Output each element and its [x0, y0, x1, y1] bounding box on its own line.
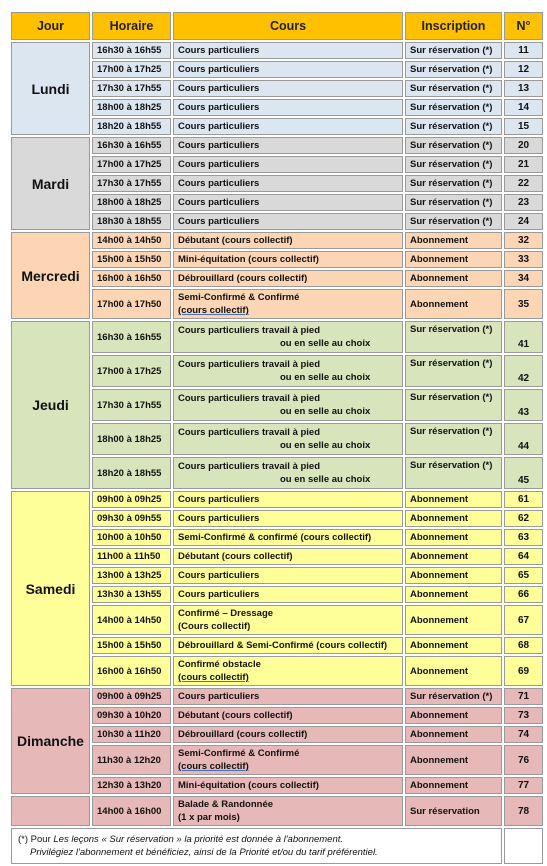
cours-label: Débrouillard (cours collectif)	[178, 273, 308, 284]
numero-cell: 78	[504, 796, 543, 826]
footnote-marker: (*)	[18, 834, 29, 845]
day-label: Dimanche	[11, 688, 90, 794]
horaire-cell: 09h30 à 09h55	[92, 510, 171, 527]
schedule-row	[11, 137, 543, 154]
numero-cell: 65	[504, 567, 543, 584]
numero-cell: 35	[504, 289, 543, 319]
numero-cell: 64	[504, 548, 543, 565]
cours-label: Cours particuliers travail à pied	[178, 325, 321, 336]
horaire-cell: 14h00 à 16h00	[92, 796, 171, 826]
schedule-row	[11, 548, 543, 565]
schedule-row	[11, 99, 543, 116]
schedule-row	[11, 61, 543, 78]
day-label: Mercredi	[11, 232, 90, 319]
schedule-row	[11, 232, 543, 249]
numero-cell: 14	[504, 99, 543, 116]
horaire-cell: 16h30 à 16h55	[92, 42, 171, 59]
horaire-cell: 15h00 à 15h50	[92, 251, 171, 268]
inscription-cell: Sur réservation (*)	[405, 355, 502, 387]
cours-label: Cours particuliers	[178, 159, 260, 170]
inscription-cell: Abonnement	[405, 707, 502, 724]
schedule-row	[11, 175, 543, 192]
schedule-row	[11, 389, 543, 421]
horaire-cell: 11h30 à 12h20	[92, 745, 171, 775]
inscription-cell: Sur réservation (*)	[405, 457, 502, 489]
day-label	[11, 796, 90, 826]
numero-cell: 45	[504, 457, 543, 489]
schedule-row	[11, 510, 543, 527]
cours-label: Cours particuliers	[178, 197, 260, 208]
cours-cell	[173, 423, 403, 455]
cours-cell	[173, 270, 403, 287]
inscription-cell: Abonnement	[405, 548, 502, 565]
schedule-row	[11, 423, 543, 455]
cours-cell	[173, 156, 403, 173]
footnote-line1: Les leçons « Sur réservation » la priorité est donnée à l'abonnement.	[53, 834, 344, 845]
horaire-cell: 18h30 à 18h55	[92, 213, 171, 230]
inscription-cell: Sur réservation (*)	[405, 61, 502, 78]
cours-cell	[173, 289, 403, 319]
cours-label: Cours particuliers	[178, 102, 260, 113]
numero-cell: 15	[504, 118, 543, 135]
cours-cell	[173, 529, 403, 546]
day-label: Jeudi	[11, 321, 90, 489]
schedule-row	[11, 156, 543, 173]
inscription-cell: Abonnement	[405, 289, 502, 319]
inscription-cell: Sur réservation (*)	[405, 99, 502, 116]
inscription-cell: Abonnement	[405, 745, 502, 775]
cours-label: Cours particuliers travail à pied	[178, 427, 321, 438]
day-label: Mardi	[11, 137, 90, 230]
inscription-cell: Sur réservation	[405, 796, 502, 826]
inscription-cell: Sur réservation (*)	[405, 42, 502, 59]
cours-cell	[173, 321, 403, 353]
inscription-cell: Sur réservation (*)	[405, 118, 502, 135]
cours-cell	[173, 213, 403, 230]
horaire-cell: 13h00 à 13h25	[92, 567, 171, 584]
schedule-row	[11, 567, 543, 584]
inscription-cell: Sur réservation (*)	[405, 688, 502, 705]
inscription-cell: Sur réservation (*)	[405, 156, 502, 173]
schedule-row	[11, 491, 543, 508]
schedule-row	[11, 118, 543, 135]
inscription-cell: Abonnement	[405, 529, 502, 546]
cours-cell	[173, 688, 403, 705]
numero-cell: 13	[504, 80, 543, 97]
cours-label: Cours particuliers	[178, 178, 260, 189]
header-numero: N°	[504, 12, 543, 40]
schedule-row	[11, 355, 543, 387]
cours-cell	[173, 232, 403, 249]
cours-cell	[173, 99, 403, 116]
horaire-cell: 18h20 à 18h55	[92, 457, 171, 489]
cours-cell	[173, 137, 403, 154]
schedule-row	[11, 42, 543, 59]
cours-label: Cours particuliers	[178, 216, 260, 227]
schedule-row	[11, 777, 543, 794]
inscription-cell: Sur réservation (*)	[405, 423, 502, 455]
horaire-cell: 10h00 à 10h50	[92, 529, 171, 546]
horaire-cell: 17h30 à 17h55	[92, 80, 171, 97]
inscription-cell: Abonnement	[405, 567, 502, 584]
cours-label: Confirmé – Dressage	[178, 608, 274, 619]
cours-label: Balade & Randonnée	[178, 799, 274, 810]
horaire-cell: 18h00 à 18h25	[92, 423, 171, 455]
footnote-line2: Privilégiez l'abonnement et bénéficiez, ainsi de la Priorité et/ou du tarif préférentiel.	[30, 847, 378, 858]
cours-cell	[173, 491, 403, 508]
schedule-row	[11, 321, 543, 353]
numero-cell: 77	[504, 777, 543, 794]
schedule-row	[11, 251, 543, 268]
cours-cell	[173, 567, 403, 584]
numero-cell: 74	[504, 726, 543, 743]
cours-cell	[173, 726, 403, 743]
cours-label: Cours particuliers	[178, 121, 260, 132]
inscription-cell: Sur réservation (*)	[405, 321, 502, 353]
cours-cell	[173, 175, 403, 192]
inscription-cell: Abonnement	[405, 726, 502, 743]
numero-cell: 63	[504, 529, 543, 546]
inscription-cell: Sur réservation (*)	[405, 80, 502, 97]
inscription-cell: Abonnement	[405, 251, 502, 268]
schedule-row	[11, 796, 543, 826]
day-label: Samedi	[11, 491, 90, 686]
numero-cell: 11	[504, 42, 543, 59]
schedule-row	[11, 270, 543, 287]
inscription-cell: Abonnement	[405, 777, 502, 794]
numero-cell: 42	[504, 355, 543, 387]
cours-label: Débrouillard & Semi-Confirmé (cours collectif)	[178, 640, 388, 651]
footnote-row	[11, 828, 543, 864]
cours-label: Semi-Confirmé & Confirmé	[178, 748, 300, 759]
cours-sublabel: ou en selle au choix	[280, 372, 371, 383]
horaire-cell: 09h30 à 10h20	[92, 707, 171, 724]
schedule-table	[9, 10, 545, 866]
cours-sublabel: ou en selle au choix	[280, 440, 371, 451]
day-label: Lundi	[11, 42, 90, 135]
cours-cell	[173, 656, 403, 686]
cours-label: Cours particuliers travail à pied	[178, 359, 321, 370]
numero-cell: 32	[504, 232, 543, 249]
schedule-body	[11, 42, 543, 826]
horaire-cell: 17h00 à 17h25	[92, 355, 171, 387]
cours-label: Cours particuliers	[178, 83, 260, 94]
numero-cell: 67	[504, 605, 543, 635]
schedule-row	[11, 194, 543, 211]
cours-sublabel: (cours collectif)	[178, 305, 249, 316]
schedule-row	[11, 457, 543, 489]
horaire-cell: 13h30 à 13h55	[92, 586, 171, 603]
cours-cell	[173, 605, 403, 635]
cours-label: Semi-Confirmé & Confirmé	[178, 292, 300, 303]
header-cours: Cours	[173, 12, 403, 40]
header-jour: Jour	[11, 12, 90, 40]
header-inscription: Inscription	[405, 12, 502, 40]
inscription-cell: Abonnement	[405, 491, 502, 508]
cours-label: Cours particuliers	[178, 140, 260, 151]
inscription-cell: Abonnement	[405, 270, 502, 287]
cours-cell	[173, 796, 403, 826]
numero-cell: 61	[504, 491, 543, 508]
schedule-row	[11, 745, 543, 775]
cours-cell	[173, 777, 403, 794]
cours-label: Cours particuliers	[178, 494, 260, 505]
footnote	[11, 828, 502, 864]
inscription-cell: Sur réservation (*)	[405, 137, 502, 154]
cours-label: Semi-Confirmé & confirmé (cours collectif)	[178, 532, 372, 543]
numero-cell: 69	[504, 656, 543, 686]
schedule-row	[11, 707, 543, 724]
horaire-cell: 09h00 à 09h25	[92, 491, 171, 508]
cours-label: Cours particuliers	[178, 513, 260, 524]
numero-cell: 23	[504, 194, 543, 211]
cours-cell	[173, 42, 403, 59]
header-horaire: Horaire	[92, 12, 171, 40]
footnote-line1-plain: Pour	[28, 834, 54, 845]
horaire-cell: 12h30 à 13h20	[92, 777, 171, 794]
numero-cell: 66	[504, 586, 543, 603]
inscription-cell: Abonnement	[405, 637, 502, 654]
numero-cell: 24	[504, 213, 543, 230]
footnote-empty-cell	[504, 828, 543, 864]
numero-cell: 22	[504, 175, 543, 192]
horaire-cell: 09h00 à 09h25	[92, 688, 171, 705]
cours-cell	[173, 61, 403, 78]
inscription-cell: Abonnement	[405, 232, 502, 249]
numero-cell: 68	[504, 637, 543, 654]
horaire-cell: 16h00 à 16h50	[92, 270, 171, 287]
inscription-cell: Abonnement	[405, 656, 502, 686]
horaire-cell: 17h00 à 17h50	[92, 289, 171, 319]
numero-cell: 71	[504, 688, 543, 705]
horaire-cell: 18h00 à 18h25	[92, 99, 171, 116]
numero-cell: 44	[504, 423, 543, 455]
horaire-cell: 17h00 à 17h25	[92, 156, 171, 173]
cours-label: Cours particuliers	[178, 570, 260, 581]
cours-sublabel: (1 x par mois)	[178, 812, 240, 823]
cours-cell	[173, 194, 403, 211]
cours-cell	[173, 118, 403, 135]
horaire-cell: 14h00 à 14h50	[92, 232, 171, 249]
cours-label: Débrouillard (cours collectif)	[178, 729, 308, 740]
inscription-cell: Abonnement	[405, 510, 502, 527]
cours-label: Mini-équitation (cours collectif)	[178, 780, 319, 791]
inscription-cell: Sur réservation (*)	[405, 213, 502, 230]
cours-cell	[173, 510, 403, 527]
numero-cell: 12	[504, 61, 543, 78]
numero-cell: 76	[504, 745, 543, 775]
horaire-cell: 11h00 à 11h50	[92, 548, 171, 565]
horaire-cell: 17h30 à 17h55	[92, 175, 171, 192]
horaire-cell: 15h00 à 15h50	[92, 637, 171, 654]
cours-cell	[173, 80, 403, 97]
numero-cell: 62	[504, 510, 543, 527]
horaire-cell: 10h30 à 11h20	[92, 726, 171, 743]
cours-sublabel: ou en selle au choix	[280, 474, 371, 485]
cours-sublabel: ou en selle au choix	[280, 406, 371, 417]
cours-label: Cours particuliers travail à pied	[178, 461, 321, 472]
horaire-cell: 16h00 à 16h50	[92, 656, 171, 686]
cours-sublabel: ou en selle au choix	[280, 338, 371, 349]
horaire-cell: 14h00 à 14h50	[92, 605, 171, 635]
schedule-row	[11, 289, 543, 319]
schedule-row	[11, 80, 543, 97]
cours-cell	[173, 586, 403, 603]
numero-cell: 43	[504, 389, 543, 421]
cours-sublabel: (cours collectif)	[178, 672, 249, 683]
inscription-cell: Sur réservation (*)	[405, 389, 502, 421]
schedule-row	[11, 605, 543, 635]
horaire-cell: 17h30 à 17h55	[92, 389, 171, 421]
cours-cell	[173, 355, 403, 387]
cours-label: Débutant (cours collectif)	[178, 710, 293, 721]
numero-cell: 73	[504, 707, 543, 724]
inscription-cell: Sur réservation (*)	[405, 175, 502, 192]
numero-cell: 21	[504, 156, 543, 173]
numero-cell: 20	[504, 137, 543, 154]
numero-cell: 33	[504, 251, 543, 268]
horaire-cell: 17h00 à 17h25	[92, 61, 171, 78]
cours-label: Cours particuliers travail à pied	[178, 393, 321, 404]
inscription-cell: Abonnement	[405, 605, 502, 635]
numero-cell: 41	[504, 321, 543, 353]
cours-cell	[173, 637, 403, 654]
inscription-cell: Abonnement	[405, 586, 502, 603]
numero-cell: 34	[504, 270, 543, 287]
cours-label: Débutant (cours collectif)	[178, 235, 293, 246]
cours-cell	[173, 745, 403, 775]
cours-label: Cours particuliers	[178, 691, 260, 702]
cours-label: Cours particuliers	[178, 589, 260, 600]
cours-sublabel: (Cours collectif)	[178, 621, 251, 632]
schedule-row	[11, 529, 543, 546]
cours-label: Cours particuliers	[178, 45, 260, 56]
cours-label: Cours particuliers	[178, 64, 260, 75]
horaire-cell: 16h30 à 16h55	[92, 137, 171, 154]
cours-cell	[173, 457, 403, 489]
horaire-cell: 18h20 à 18h55	[92, 118, 171, 135]
cours-label: Confirmé obstacle	[178, 659, 261, 670]
cours-cell	[173, 251, 403, 268]
schedule-row	[11, 213, 543, 230]
horaire-cell: 16h30 à 16h55	[92, 321, 171, 353]
cours-label: Mini-équitation (cours collectif)	[178, 254, 319, 265]
schedule-row	[11, 586, 543, 603]
cours-cell	[173, 389, 403, 421]
schedule-row	[11, 726, 543, 743]
cours-cell	[173, 548, 403, 565]
cours-cell	[173, 707, 403, 724]
horaire-cell: 18h00 à 18h25	[92, 194, 171, 211]
header-row	[11, 12, 543, 40]
schedule-row	[11, 688, 543, 705]
cours-sublabel: (cours collectif)	[178, 761, 249, 772]
schedule-row	[11, 656, 543, 686]
inscription-cell: Sur réservation (*)	[405, 194, 502, 211]
cours-label: Débutant (cours collectif)	[178, 551, 293, 562]
schedule-row	[11, 637, 543, 654]
